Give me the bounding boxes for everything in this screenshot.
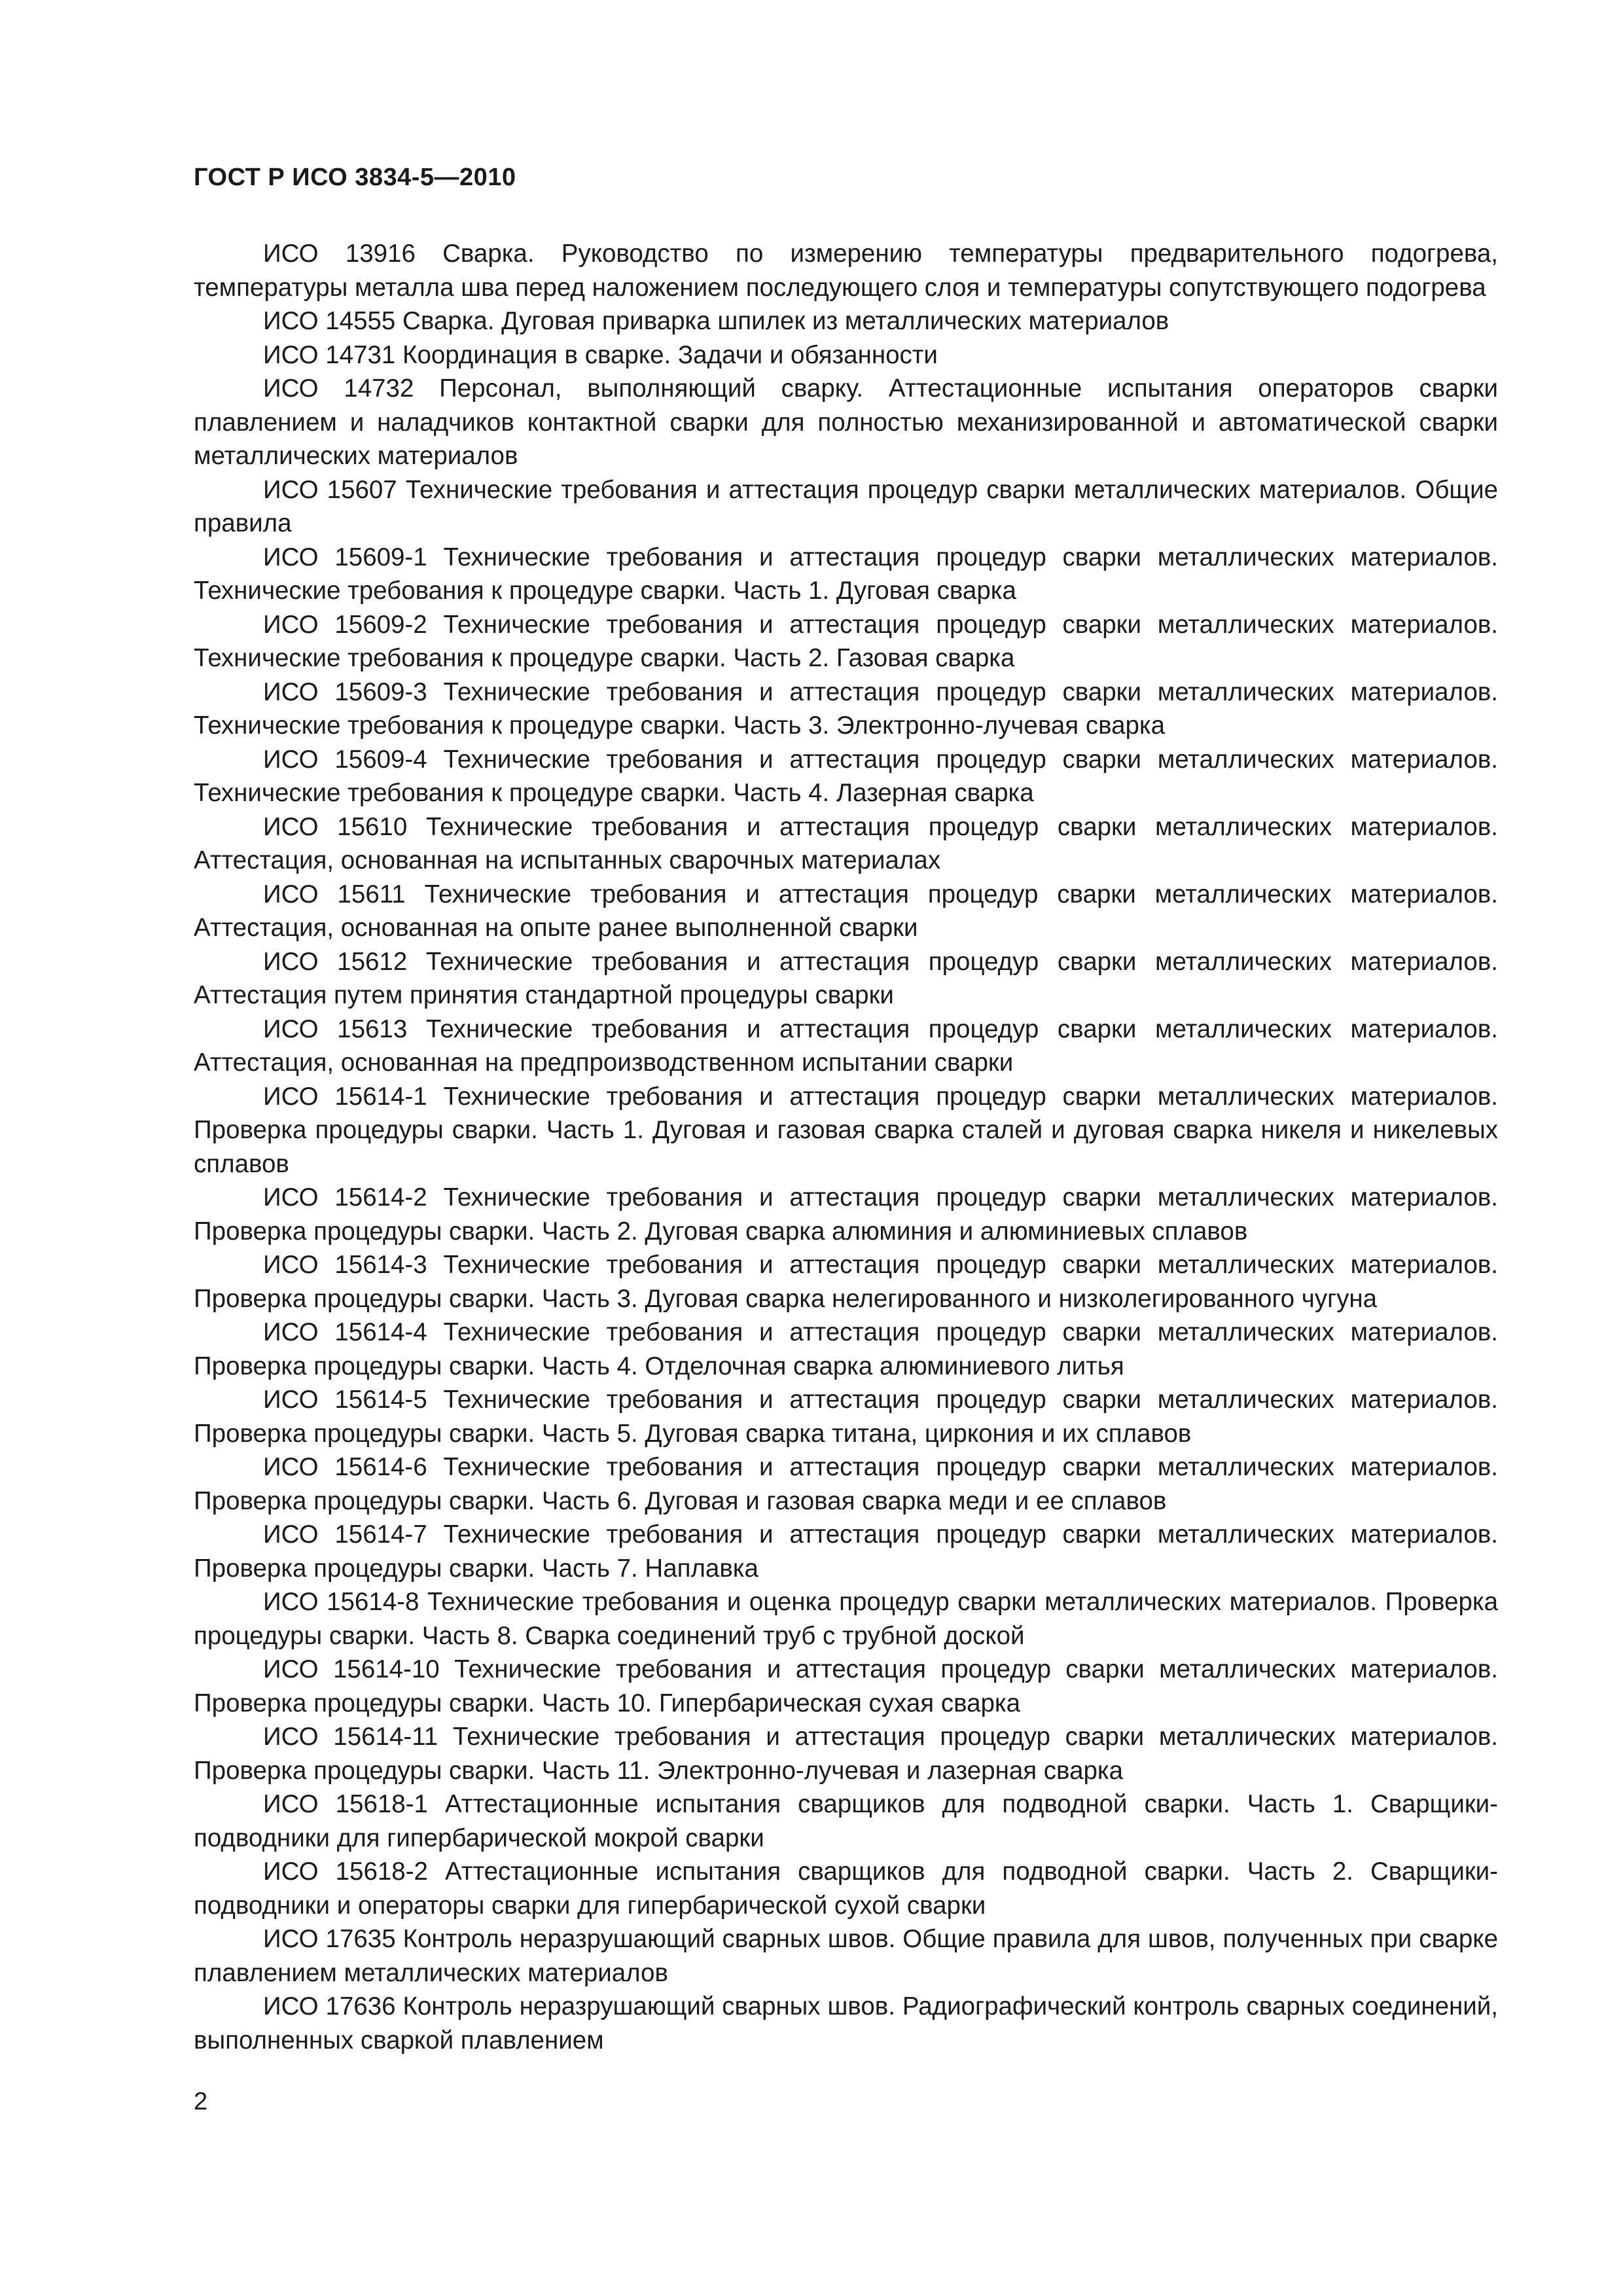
reference-item: ИСО 15614-2 Технические требования и аттестация процедур сварки металлических материалов. Проверка процедуры сварки. Часть 2. Дуговая сварка алюминия и алюминиевых сплавов [194, 1183, 1498, 1246]
references-list [194, 237, 1498, 2057]
reference-item: ИСО 15613 Технические требования и аттестация процедур сварки металлических материалов. Аттестация, основанная на предпроизводственном испытании сварки [194, 1014, 1498, 1077]
reference-item: ИСО 15607 Технические требования и аттестация процедур сварки металлических материалов. Общие правила [194, 475, 1498, 537]
reference-item: ИСО 14731 Координация в сварке. Задачи и обязанности [263, 340, 938, 369]
reference-item: ИСО 15614-5 Технические требования и аттестация процедур сварки металлических материалов. Проверка процедуры сварки. Часть 5. Дуговая сварка титана, циркония и их сплавов [194, 1386, 1498, 1448]
document-header: ГОСТ Р ИСО 3834-5—2010 [194, 164, 516, 191]
reference-item: ИСО 15614-10 Технические требования и аттестация процедур сварки металлических материалов. Проверка процедуры сварки. Часть 10. Гипербарическая сухая сварка [194, 1655, 1498, 1717]
reference-item: ИСО 15614-11 Технические требования и аттестация процедур сварки металлических материалов. Проверка процедуры сварки. Часть 11. Электронно-лучевая и лазерная сварка [194, 1723, 1498, 1785]
reference-item: ИСО 15609-3 Технические требования и аттестация процедур сварки металлических материалов. Технические требования к процедуре сварки. Часть 3. Электронно-лучевая сварка [194, 677, 1498, 740]
reference-item: ИСО 15614-4 Технические требования и аттестация процедур сварки металлических материалов. Проверка процедуры сварки. Часть 4. Отделочная сварка алюминиевого литья [194, 1318, 1498, 1380]
reference-item: ИСО 15609-2 Технические требования и аттестация процедур сварки металлических материалов. Технические требования к процедуре сварки. Часть 2. Газовая сварка [194, 610, 1498, 672]
reference-item: ИСО 15611 Технические требования и аттестация процедур сварки металлических материалов. Аттестация, основанная на опыте ранее выполненной сварки [194, 880, 1498, 942]
reference-item: ИСО 15614-8 Технические требования и оценка процедур сварки металлических материалов. Проверка процедуры сварки. Часть 8. Сварка соединений труб с трубной доской [194, 1588, 1498, 1650]
reference-item: ИСО 17635 Контроль неразрушающий сварных швов. Общие правила для швов, полученных при сварке плавлением металлических материалов [194, 1925, 1498, 1987]
reference-item: ИСО 15618-1 Аттестационные испытания сварщиков для подводной сварки. Часть 1. Сварщики-подводники для гипербарической мокрой сварки [194, 1790, 1498, 1852]
reference-item: ИСО 15612 Технические требования и аттестация процедур сварки металлических материалов. Аттестация путем принятия стандартной процедуры сварки [194, 947, 1498, 1009]
reference-item: ИСО 14732 Персонал, выполняющий сварку. Аттестационные испытания операторов сварки плавлением и наладчиков контактной сварки для полностью механизированной и автоматической сварки металлических материалов [194, 374, 1498, 470]
reference-item: ИСО 15614-6 Технические требования и аттестация процедур сварки металлических материалов. Проверка процедуры сварки. Часть 6. Дуговая и газовая сварка меди и ее сплавов [194, 1453, 1498, 1515]
reference-item: ИСО 15614-7 Технические требования и аттестация процедур сварки металлических материалов. Проверка процедуры сварки. Часть 7. Наплавка [194, 1520, 1498, 1583]
reference-item: ИСО 15609-1 Технические требования и аттестация процедур сварки металлических материалов. Технические требования к процедуре сварки. Часть 1. Дуговая сварка [194, 543, 1498, 605]
reference-item: ИСО 15610 Технические требования и аттестация процедур сварки металлических материалов. Аттестация, основанная на испытанных сварочных материалах [194, 812, 1498, 874]
reference-item: ИСО 15614-3 Технические требования и аттестация процедур сварки металлических материалов. Проверка процедуры сварки. Часть 3. Дуговая сварка нелегированного и низколегированного чугуна [194, 1251, 1498, 1313]
page-number: 2 [194, 2088, 208, 2115]
reference-item: ИСО 15614-1 Технические требования и аттестация процедур сварки металлических материалов. Проверка процедуры сварки. Часть 1. Дуговая и газовая сварка сталей и дуговая сварка никеля и никелевых сплавов [194, 1082, 1498, 1178]
reference-item: ИСО 15618-2 Аттестационные испытания сварщиков для подводной сварки. Часть 2. Сварщики-подводники и операторы сварки для гипербарической сухой сварки [194, 1857, 1498, 1920]
reference-item: ИСО 15609-4 Технические требования и аттестация процедур сварки металлических материалов. Технические требования к процедуре сварки. Часть 4. Лазерная сварка [194, 745, 1498, 807]
reference-item: ИСО 14555 Сварка. Дуговая приварка шпилек из металлических материалов [263, 307, 1169, 335]
reference-item: ИСО 13916 Сварка. Руководство по измерению температуры предварительного подогрева, температуры металла шва перед наложением последующего слоя и температуры сопутствующего подогрева [194, 240, 1498, 302]
reference-item: ИСО 17636 Контроль неразрушающий сварных швов. Радиографический контроль сварных соединений, выполненных сваркой плавлением [194, 1992, 1498, 2054]
